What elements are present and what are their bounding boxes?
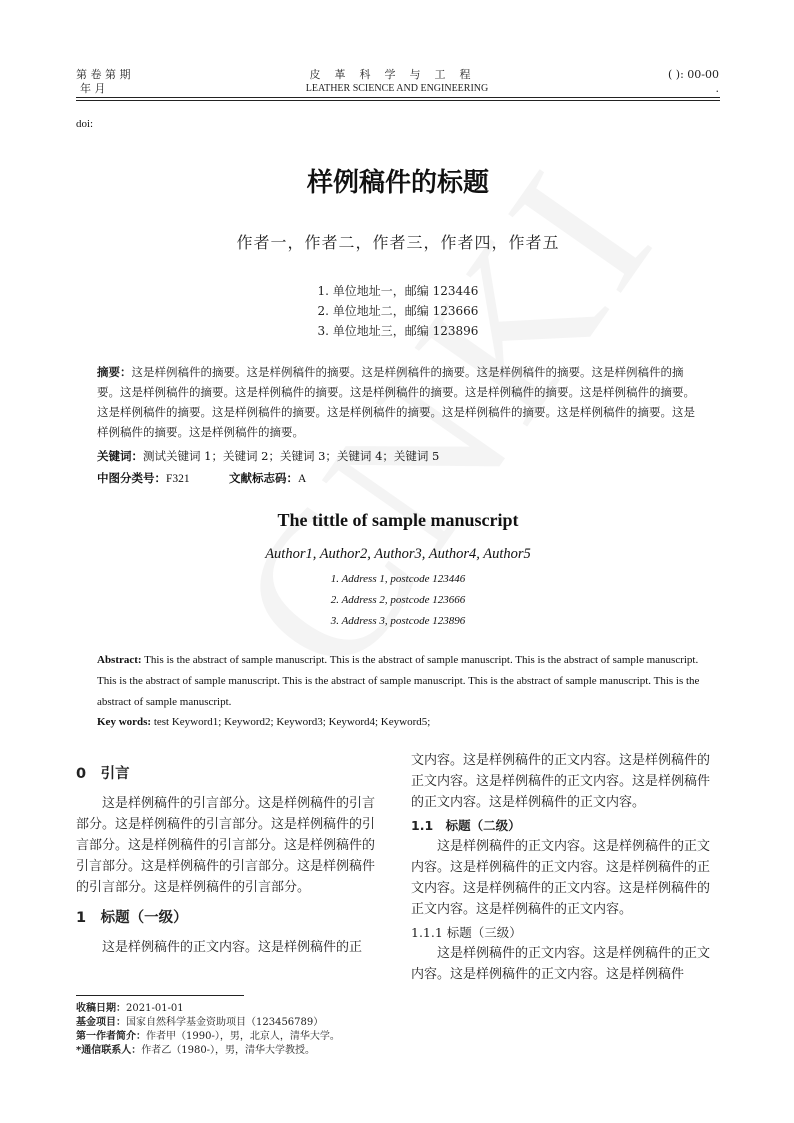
address-cn-1: 1. 单位地址一，邮编 123446 — [317, 284, 479, 298]
keywords-cn-text: 测试关键词 1；关键词 2；关键词 3；关键词 4；关键词 5 — [143, 449, 440, 463]
intro-paragraph: 这是样例稿件的引言部分。这是样例稿件的引言部分。这是样例稿件的引言部分。这是样例稿件的引言部分。这是样例稿件的引言部分。这是样例稿件的引言部分。这是样例稿件的引言部分。这是样例稿件的引言部分。这是样例稿件的引言部分。 — [76, 796, 376, 895]
keywords-cn — [97, 446, 701, 466]
address-en-1: 1. Address 1, postcode 123446 — [330, 573, 466, 585]
doc-code: A — [297, 473, 307, 485]
section-1-paragraph: 这是样例稿件的正文内容。这是样例稿件的正 — [102, 940, 363, 955]
clc-code: F321 — [166, 473, 190, 485]
footnote-first-author: 第一作者简介：作者甲（1990-），男，北京人，清华大学。 — [76, 1031, 340, 1042]
keywords-en — [97, 712, 701, 732]
header-rule-thick — [76, 97, 720, 98]
address-en-3: 3. Address 3, postcode 123896 — [330, 615, 466, 627]
paper-title-cn: 样例稿件的标题 — [306, 168, 489, 198]
page-numbers: ( ): 00-00 — [668, 68, 719, 81]
footnote-received: 收稿日期：2021-01-01 — [76, 1003, 184, 1014]
subsection-heading-1-1: 1.1 标题（二级） — [411, 818, 521, 833]
abstract-cn-text: 这是样例稿件的摘要。这是样例稿件的摘要。这是样例稿件的摘要。这是样例稿件的摘要。这是样例稿件的摘要。这是样例稿件的摘要。这是样例稿件的摘要。这是样例稿件的摘要。这是样例稿件的摘要。这是样例稿件的摘要。这是样例稿件的摘要。这是样例稿件的摘要。这是样例稿件的摘要。这是样例稿件的摘要。这是样例稿件的摘要。这是样例稿件的摘要。这是样例稿件的摘要。 — [97, 365, 695, 439]
header-rule-thin — [76, 100, 720, 101]
left-column — [76, 764, 382, 958]
doc-code-label: 文献标志码： — [228, 471, 298, 485]
footnotes — [76, 1002, 340, 1058]
address-cn-2: 2. 单位地址二，邮编 123666 — [317, 304, 479, 318]
footnote-rule — [76, 995, 244, 996]
page-dot: . — [715, 82, 719, 95]
issue-volume: 第 卷 第 期 — [76, 68, 131, 81]
abstract-en-label: Abstract: — [97, 654, 142, 666]
section-heading-intro: 0 引言 — [76, 766, 130, 782]
classification-line — [97, 468, 701, 489]
subsubsection-paragraph: 这是样例稿件的正文内容。这是样例稿件的正文内容。这是样例稿件的正文内容。这是样例稿件 — [411, 946, 711, 982]
address-en-2: 2. Address 2, postcode 123666 — [330, 594, 466, 606]
authors-cn: 作者一，作者二，作者三，作者四，作者五 — [236, 233, 560, 252]
issue-date: 年 月 — [80, 82, 106, 95]
section-1-continued: 文内容。这是样例稿件的正文内容。这是样例稿件的正文内容。这是样例稿件的正文内容。这是样例稿件的正文内容。这是样例稿件的正文内容。 — [411, 753, 711, 810]
abstract-cn-label: 摘要： — [97, 365, 132, 379]
abstract-en — [97, 650, 701, 713]
authors-en: Author1, Author2, Author3, Author4, Author5 — [265, 546, 531, 562]
section-heading-1: 1 标题（一级） — [76, 910, 188, 926]
keywords-en-label: Key words: — [97, 716, 152, 728]
issue-info — [76, 68, 131, 96]
subsubsection-heading-1-1-1: 1.1.1 标题（三级） — [411, 925, 522, 940]
journal-name — [290, 68, 504, 96]
address-cn-3: 3. 单位地址三，邮编 123896 — [317, 324, 479, 338]
abstract-cn — [97, 362, 701, 442]
page-range — [630, 68, 719, 96]
footnote-corresponding: *通信联系人：作者乙（1980-），男，清华大学教授。 — [76, 1045, 316, 1056]
abstract-en-text: This is the abstract of sample manuscript. This is the abstract of sample manuscript. This is the abstract of sample manuscript. This is the abstract of sample manuscript. This is the abstract of sample manuscript. This is the abstract of sample manuscript. This is the abstract of sample manuscript. — [97, 654, 700, 708]
keywords-en-text: test Keyword1; Keyword2; Keyword3; Keyword4; Keyword5; — [153, 716, 431, 728]
clc-label: 中图分类号： — [97, 471, 166, 485]
right-column — [411, 750, 719, 985]
journal-name-cn: 皮革科学与工程 — [309, 68, 485, 81]
paper-title-en: The tittle of sample manuscript — [277, 510, 519, 530]
doi-label: doi: — [76, 118, 94, 130]
subsection-1-1-paragraph: 这是样例稿件的正文内容。这是样例稿件的正文内容。这是样例稿件的正文内容。这是样例稿件的正文内容。这是样例稿件的正文内容。这是样例稿件的正文内容。这是样例稿件的正文内容。 — [411, 839, 711, 917]
keywords-cn-label: 关键词： — [97, 449, 143, 463]
footnote-fund: 基金项目：国家自然科学基金资助项目（123456789） — [76, 1017, 324, 1028]
journal-name-en: LEATHER SCIENCE AND ENGINEERING — [305, 83, 489, 94]
